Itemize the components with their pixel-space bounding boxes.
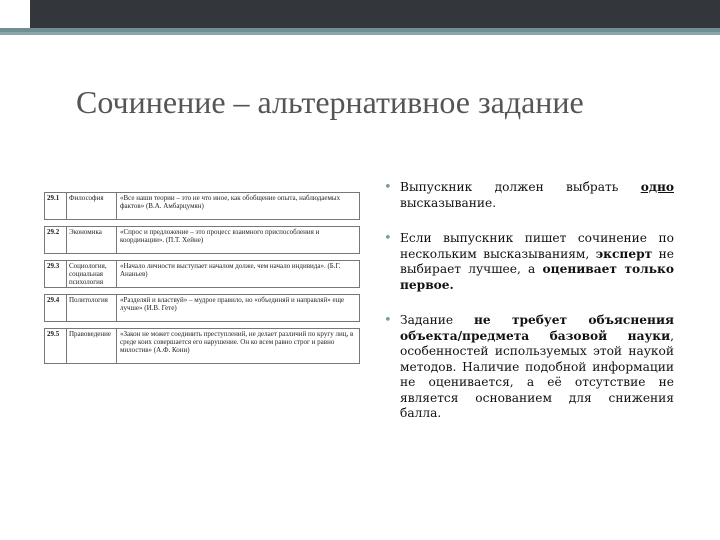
- bullet-dot-icon: •: [384, 313, 392, 328]
- bullet-emphasis: одно: [640, 180, 674, 194]
- top-bar-accent-line: [0, 32, 720, 35]
- row-quote: «Разделяй и властвуй» – мудрое правило, но «объединяй и направляй» еще лучше» (И.В. Гете): [120, 296, 345, 312]
- bullet-text: высказывание.: [400, 195, 497, 210]
- row-quote: «Все наши теории – это не что иное, как обобщение опыта, наблюдаемых фактов» (В.А. Амбарцумян): [120, 194, 341, 210]
- bullet-list: [384, 180, 674, 442]
- row-subject: Политология: [67, 295, 117, 321]
- row-subject: Правоведение: [67, 329, 117, 363]
- table-row: [44, 192, 360, 220]
- row-quote: «Начало личности выступает началом долже, чем начало индивида». (Б.Г. Ананьев): [120, 262, 341, 278]
- bullet-text: Если выпускник пишет сочинение по нескольким высказываниям,: [400, 231, 674, 261]
- row-subject: Философия: [67, 193, 117, 219]
- bullet-text: Выпускник должен выбрать: [400, 180, 641, 194]
- row-number: 29.1: [45, 193, 67, 219]
- row-number: 29.3: [45, 261, 67, 287]
- slide-title: Сочинение – альтернативное задание: [76, 84, 584, 120]
- bullet-item: [384, 313, 674, 422]
- table-row: [44, 226, 360, 254]
- row-number: 29.5: [45, 329, 67, 363]
- row-quote: «Закон не может соединить преступлений, не делает различий по кругу лиц, в среде коих совершается его нарушение. Он ко всем равно строг и равно милостив» (А.Ф. Кони): [120, 330, 354, 354]
- bullet-emphasis: оценивает только первое.: [400, 262, 674, 292]
- bullet-text: Задание: [400, 313, 475, 327]
- table-row: [44, 294, 360, 322]
- bullet-dot-icon: •: [384, 180, 392, 195]
- top-bar-dark-band: [30, 0, 720, 28]
- bullet-text: , особенностей используемых этой наукой методов. Наличие подобной информации не оценивается, а её отсутствие не является основанием для снижения балла.: [400, 328, 674, 420]
- table-row: [44, 260, 360, 288]
- row-number: 29.4: [45, 295, 67, 321]
- bullet-text: не выбирает лучшее, а: [400, 246, 674, 276]
- row-quote: «Спрос и предложение – это процесс взаимного приспособления и координации». (П.Т. Хейне): [120, 228, 320, 244]
- bullet-item: [384, 180, 674, 211]
- table-row: [44, 328, 360, 364]
- bullet-emphasis: эксперт: [595, 246, 653, 261]
- quotes-table: [44, 192, 360, 370]
- row-number: 29.2: [45, 227, 67, 253]
- bullet-item: [384, 231, 674, 293]
- row-subject: Социология, социальная психология: [67, 261, 117, 287]
- row-subject: Экономика: [67, 227, 117, 253]
- bullet-emphasis: не требует объяснения объекта/предмета базовой науки: [400, 313, 674, 343]
- bullet-dot-icon: •: [384, 231, 392, 246]
